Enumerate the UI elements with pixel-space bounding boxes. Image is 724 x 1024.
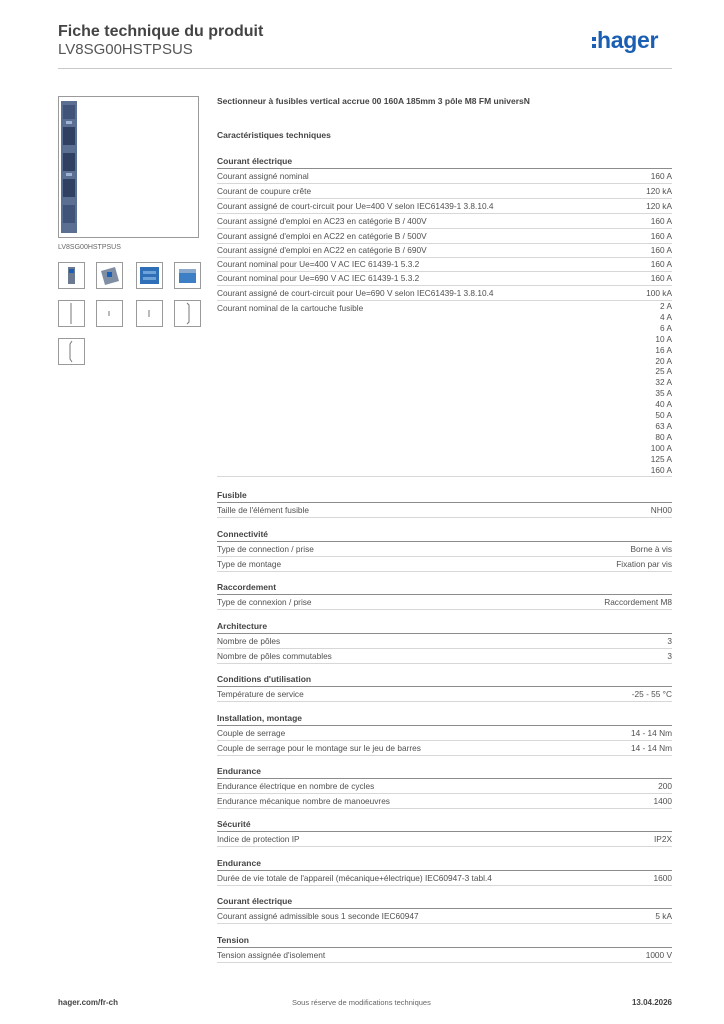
row-value: 100 kA (646, 288, 672, 298)
logo-text: hager (597, 27, 659, 53)
image-caption: LV8SG00HSTPSUS (58, 244, 121, 251)
section-title-connectivite: Connectivité (217, 529, 672, 542)
table-row (217, 687, 672, 702)
cartouche-value: 125 A (650, 453, 672, 464)
table-row (217, 214, 672, 229)
product-name: Sectionneur à fusibles vertical accrue 00 160A 185mm 3 pôle M8 FM universN (217, 96, 530, 106)
cartouche-value: 160 A (650, 464, 672, 475)
row-label: Courant assigné d'emploi en AC22 en catégorie B / 500V (217, 231, 427, 241)
row-label: Type de connexion / prise (217, 597, 312, 607)
drawing-profile-icon (59, 301, 84, 326)
cartouche-value: 2 A (660, 301, 672, 311)
row-label: Courant assigné admissible sous 1 seconde IEC60947 (217, 911, 419, 921)
table-row (217, 503, 672, 518)
row-value: 1400 (653, 796, 672, 806)
thumbnail-8[interactable] (174, 300, 201, 327)
thumbnail-9[interactable] (58, 338, 85, 365)
row-value: 120 kA (646, 186, 672, 196)
cartouche-value: 25 A (655, 366, 672, 377)
row-label: Nombre de pôles commutables (217, 651, 332, 661)
row-label: Courant assigné de court-circuit pour Ue=690 V selon IEC61439-1 3.8.10.4 (217, 288, 494, 298)
row-label: Endurance électrique en nombre de cycles (217, 781, 375, 791)
row-label: Température de service (217, 689, 304, 699)
row-label: Couple de serrage pour le montage sur le jeu de barres (217, 743, 421, 753)
footer-disclaimer: Sous réserve de modifications techniques (292, 998, 431, 1007)
drawing-outline-icon (59, 339, 84, 364)
table-row (217, 649, 672, 664)
row-value: 120 kA (646, 201, 672, 211)
row-value: 14 - 14 Nm (630, 743, 672, 753)
cartouche-value: 20 A (655, 355, 672, 366)
thumbnail-2[interactable] (96, 262, 123, 289)
row-value: 160 A (650, 273, 672, 283)
section-title-architecture: Architecture (217, 621, 672, 634)
table-row (217, 257, 672, 272)
thumbnail-6[interactable] (96, 300, 123, 327)
section-title-courant-2: Courant électrique (217, 896, 672, 909)
row-value: IP2X (654, 834, 672, 844)
row-value: 200 (658, 781, 672, 791)
technical-characteristics-title: Caractéristiques techniques (217, 130, 331, 140)
row-label: Type de connection / prise (217, 544, 314, 554)
row-label: Couple de serrage (217, 728, 286, 738)
table-row (217, 557, 672, 572)
table-row (217, 199, 672, 214)
section-title-tension: Tension (217, 935, 672, 948)
cartouche-values-list (651, 301, 672, 476)
row-label: Courant nominal pour Ue=400 V AC IEC 61439-1 5.3.2 (217, 259, 420, 269)
table-row (217, 948, 672, 963)
product-side-icon (175, 263, 200, 288)
document-header (58, 22, 263, 59)
section-title-endurance: Endurance (217, 766, 672, 779)
drawing-detail-icon (137, 301, 162, 326)
table-row (217, 832, 672, 847)
product-angle-icon (97, 263, 122, 288)
row-label: Courant assigné de court-circuit pour Ue=400 V selon IEC61439-1 3.8.10.4 (217, 201, 494, 211)
cartouche-value: 40 A (655, 399, 672, 410)
row-label: Courant nominal pour Ue=690 V AC IEC 61439-1 5.3.2 (217, 273, 420, 283)
footer-website-link[interactable]: hager.com/fr-ch (58, 998, 119, 1007)
row-label: Durée de vie totale de l'appareil (mécanique+électrique) IEC60947-3 tabl.4 (217, 873, 492, 883)
section-title-courant: Courant électrique (217, 156, 672, 169)
table-row (217, 169, 672, 184)
table-row (217, 726, 672, 741)
row-label: Courant assigné nominal (217, 171, 309, 181)
row-label: Indice de protection IP (217, 834, 300, 844)
row-value: -25 - 55 °C (631, 689, 672, 699)
row-value: Raccordement M8 (604, 597, 672, 607)
table-row (217, 542, 672, 557)
section-title-fusible: Fusible (217, 490, 672, 503)
section-title-conditions: Conditions d'utilisation (217, 674, 672, 687)
cartouche-value: 10 A (655, 333, 672, 344)
table-row (217, 634, 672, 649)
table-row (217, 779, 672, 794)
fuse-disconnector-image (59, 97, 198, 237)
cartouche-value: 50 A (655, 410, 672, 421)
cartouche-value: 80 A (655, 431, 672, 442)
row-value: 5 kA (655, 911, 672, 921)
section-title-raccordement: Raccordement (217, 582, 672, 595)
product-view-icon (59, 263, 84, 288)
table-row (217, 229, 672, 244)
cartouche-value: 35 A (655, 388, 672, 399)
row-label: Type de montage (217, 559, 282, 569)
row-label: Courant de coupure crête (217, 186, 312, 196)
table-row-cartouche (217, 301, 672, 477)
row-value: 1000 V (645, 950, 672, 960)
row-label: Taille de l'élément fusible (217, 505, 309, 515)
thumbnail-5[interactable] (58, 300, 85, 327)
row-label: Courant assigné d'emploi en AC22 en catégorie B / 690V (217, 245, 427, 255)
table-row (217, 871, 672, 886)
row-value: Borne à vis (630, 544, 672, 554)
cartouche-value: 32 A (655, 377, 672, 388)
row-label: Tension assignée d'isolement (217, 950, 326, 960)
row-value: 3 (667, 636, 672, 646)
row-value: 160 A (650, 231, 672, 241)
table-row (217, 184, 672, 199)
table-row (217, 286, 672, 301)
product-front-icon (137, 263, 162, 288)
table-row (217, 243, 672, 258)
row-value: 160 A (650, 216, 672, 226)
header-divider (58, 68, 672, 69)
hager-logo (592, 27, 658, 54)
row-value: 1600 (653, 873, 672, 883)
row-value: 3 (667, 651, 672, 661)
thumbnail-4[interactable] (174, 262, 201, 289)
thumbnail-1[interactable] (58, 262, 85, 289)
product-main-image[interactable] (58, 96, 199, 238)
cartouche-value: 16 A (655, 344, 672, 355)
table-row (217, 271, 672, 286)
row-value: 160 A (650, 259, 672, 269)
table-row (217, 909, 672, 924)
section-title-endurance-2: Endurance (217, 858, 672, 871)
drawing-small-icon (97, 301, 122, 326)
table-row (217, 595, 672, 610)
row-value: Fixation par vis (616, 559, 672, 569)
row-value: NH00 (650, 505, 672, 515)
cartouche-value: 6 A (660, 322, 672, 333)
section-title-installation: Installation, montage (217, 713, 672, 726)
footer-date: 13.04.2026 (631, 998, 672, 1007)
row-label: Nombre de pôles (217, 636, 281, 646)
row-label: Courant assigné d'emploi en AC23 en catégorie B / 400V (217, 216, 427, 226)
cartouche-value: 4 A (660, 311, 672, 322)
table-row (217, 741, 672, 756)
row-value: 14 - 14 Nm (630, 728, 672, 738)
thumbnail-3[interactable] (136, 262, 163, 289)
logo-dots-icon (592, 33, 596, 49)
cartouche-value: 63 A (655, 420, 672, 431)
section-title-securite: Sécurité (217, 819, 672, 832)
table-row (217, 794, 672, 809)
row-label: Endurance mécanique nombre de manoeuvres (217, 796, 390, 806)
row-value: 160 A (650, 245, 672, 255)
row-label: Courant nominal de la cartouche fusible (217, 303, 364, 313)
document-title: Fiche technique du produit (58, 23, 264, 40)
drawing-side-icon (175, 301, 200, 326)
cartouche-value: 100 A (650, 442, 672, 453)
product-reference: LV8SG00HSTPSUS (58, 41, 193, 58)
thumbnail-7[interactable] (136, 300, 163, 327)
row-value: 160 A (650, 171, 672, 181)
